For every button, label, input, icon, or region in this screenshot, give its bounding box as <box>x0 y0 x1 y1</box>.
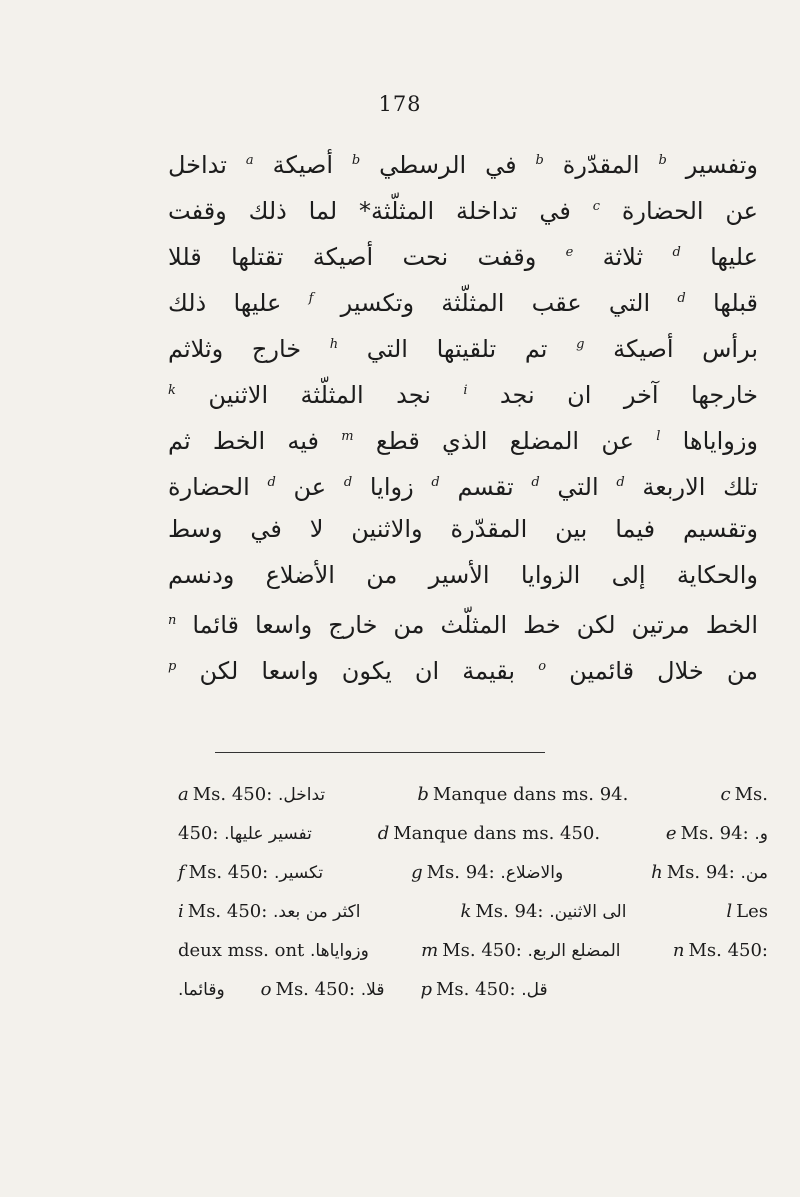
footnote <box>178 970 225 1009</box>
footnote-marker: b <box>351 153 361 168</box>
footnote-letter: a <box>178 784 189 805</box>
footnote-text: Ms. <box>734 784 768 805</box>
footnote <box>673 931 768 970</box>
footnote-arabic: وقائما. <box>178 980 225 1000</box>
arabic-text: زوايا <box>352 473 432 501</box>
footnote-arabic: قلا. <box>360 980 385 1000</box>
arabic-text: عن <box>275 473 344 501</box>
arabic-line <box>168 322 758 368</box>
footnote-marker: f <box>308 291 314 306</box>
footnote-text: Ms. 450: <box>192 784 278 805</box>
footnote-text: Manque dans ms. 450. <box>393 823 601 844</box>
arabic-line <box>168 138 758 184</box>
arabic-text: التي <box>539 473 617 501</box>
footnote-marker: k <box>168 383 176 398</box>
footnote-text: Ms. 94: <box>680 823 755 844</box>
footnote-letter: l <box>726 901 733 922</box>
arabic-text: من خلال قائمين <box>546 657 758 685</box>
footnote-line <box>178 970 768 1009</box>
arabic-text: عن المضلع الذي قطع <box>353 427 657 455</box>
footnote-rule <box>215 752 545 753</box>
footnote <box>417 775 628 814</box>
arabic-text: تداخل <box>168 151 246 179</box>
footnote-letter: n <box>672 940 685 961</box>
footnote-arabic: المضلع الربع. <box>527 941 621 961</box>
footnote-marker: a <box>245 153 254 168</box>
arabic-text: عليها <box>680 243 758 271</box>
footnote-letter: o <box>260 979 272 1000</box>
arabic-text: وتفسير <box>666 151 758 179</box>
arabic-text: عن الحضارة <box>599 197 758 225</box>
footnote <box>726 892 768 931</box>
footnote <box>421 931 620 970</box>
arabic-line <box>168 460 758 506</box>
footnote-marker: o <box>538 659 547 674</box>
arabic-text: التي عقب المثلّثة وتكسير <box>313 289 678 317</box>
arabic-text: المقدّرة <box>543 151 659 179</box>
footnote-arabic: وزواياها. <box>310 941 369 961</box>
footnote-text: 450: <box>178 823 225 844</box>
footnote <box>420 970 547 1009</box>
footnote-letter: g <box>411 862 423 883</box>
footnote-marker: g <box>576 337 585 352</box>
footnote-marker: b <box>535 153 544 168</box>
footnote-marker: c <box>592 199 600 214</box>
footnote-marker: d <box>616 475 625 490</box>
arabic-text: وتقسيم فيما بين المقدّرة والاثنين لا في وسط <box>168 515 758 543</box>
footnote <box>721 775 768 814</box>
footnote-letter: i <box>178 901 184 922</box>
footnote <box>411 853 563 892</box>
footnote-letter: m <box>421 940 439 961</box>
footnote-marker: d <box>677 291 686 306</box>
footnote-arabic: تفسير عليها. <box>224 824 312 844</box>
footnote <box>378 814 600 853</box>
arabic-text: والحكاية إلى الزوايا الأسير من الأضلاع ودنسم <box>168 561 758 589</box>
footnote-marker: d <box>672 245 681 260</box>
footnote-marker: n <box>168 613 177 628</box>
footnotes-block <box>178 775 768 1009</box>
footnote <box>651 853 768 892</box>
footnote <box>178 853 323 892</box>
arabic-text: الحضارة <box>168 473 268 501</box>
footnote-line <box>178 853 768 892</box>
footnote-line <box>178 931 768 970</box>
arabic-line <box>168 184 758 230</box>
footnote-text: deux mss. ont <box>178 940 311 961</box>
arabic-text: أصيكة <box>253 151 352 179</box>
footnote <box>178 892 360 931</box>
footnote-marker: p <box>168 659 177 674</box>
arabic-line <box>168 506 758 552</box>
arabic-line <box>168 230 758 276</box>
footnote-marker: e <box>565 245 574 260</box>
footnote-line <box>178 892 768 931</box>
footnote <box>178 931 369 970</box>
footnote-marker: b <box>658 153 667 168</box>
footnote-text: Ms. 94: <box>666 862 741 883</box>
footnote <box>666 814 768 853</box>
footnote-marker: d <box>343 475 353 490</box>
arabic-text: خارجها آخر ان نجد <box>467 381 758 409</box>
footnote-letter: f <box>178 862 185 883</box>
footnote-letter: b <box>417 784 429 805</box>
arabic-text: في تداخلة المثلّثة* لما ذلك وقفت <box>168 197 593 225</box>
arabic-text: وزواياها <box>660 427 758 455</box>
footnote-text: Ms. 94: <box>426 862 501 883</box>
footnote <box>178 775 325 814</box>
footnote-marker: d <box>431 475 440 490</box>
arabic-line <box>168 414 758 460</box>
footnote <box>261 970 385 1009</box>
footnote-arabic: الى الاثنين. <box>549 902 627 922</box>
footnote-arabic: من. <box>740 863 768 883</box>
footnote-marker: l <box>656 429 661 444</box>
arabic-text: في الرسطي <box>360 151 536 179</box>
arabic-text: فيه الخط ثم <box>168 427 342 455</box>
footnote-arabic: قل. <box>521 980 548 1000</box>
footnote-letter: p <box>420 979 432 1000</box>
footnote-marker: m <box>341 429 354 444</box>
footnote-text: Ms. 450: <box>688 940 768 961</box>
footnote-line <box>178 775 768 814</box>
arabic-text: نجد المثلّثة الاثنين <box>175 381 464 409</box>
page-number: 178 <box>378 92 422 116</box>
footnote <box>460 892 626 931</box>
footnote-text: Ms. 94: <box>475 901 550 922</box>
footnote-text: Manque dans ms. 94. <box>432 784 629 805</box>
footnote-arabic: تداخل. <box>278 785 326 805</box>
arabic-text: قبلها <box>685 289 758 317</box>
arabic-text: الخط مرتين لكن خط المثلّث من خارج واسعا قائما <box>176 611 758 639</box>
arabic-text: خارج وثلاثم <box>168 335 330 363</box>
footnote-marker: d <box>531 475 540 490</box>
arabic-text-block <box>168 138 758 690</box>
footnote-text: Ms. 450: <box>436 979 522 1000</box>
footnote-letter: h <box>651 862 663 883</box>
footnote-arabic: اكثر من بعد. <box>273 902 361 922</box>
footnote <box>178 814 312 853</box>
arabic-text: بقيمة ان يكون واسعا لكن <box>176 657 539 685</box>
arabic-text: تقسم <box>439 473 532 501</box>
footnote-marker: i <box>463 383 468 398</box>
footnote-marker: d <box>267 475 276 490</box>
footnote-text: Les <box>736 901 768 922</box>
arabic-line <box>168 644 758 690</box>
arabic-text: تم تلقيتها التي <box>338 335 577 363</box>
footnote-text: Ms. 450: <box>188 862 274 883</box>
footnote-marker: h <box>329 337 339 352</box>
arabic-text: تلك الاربعة <box>624 473 758 501</box>
arabic-line <box>168 598 758 644</box>
footnote-letter: k <box>460 901 472 922</box>
footnote-text: Ms. 450: <box>275 979 361 1000</box>
arabic-line <box>168 552 758 598</box>
footnote-arabic: و. <box>754 824 768 844</box>
footnote-line <box>178 814 768 853</box>
arabic-text: عليها ذلك <box>168 289 309 317</box>
footnote-letter: c <box>720 784 731 805</box>
arabic-text: برأس أصيكة <box>584 335 758 363</box>
footnote-letter: e <box>665 823 677 844</box>
arabic-line <box>168 368 758 414</box>
footnote-arabic: تكسير. <box>273 863 324 883</box>
footnote-arabic: والاضلاع. <box>500 863 564 883</box>
arabic-text: ثلاثة <box>573 243 673 271</box>
arabic-text: وقفت نحت أصيكة تقتلها قللا <box>168 243 566 271</box>
footnote-text: Ms. 450: <box>442 940 528 961</box>
footnote-text: Ms. 450: <box>187 901 274 922</box>
footnote-letter: d <box>377 823 390 844</box>
arabic-line <box>168 276 758 322</box>
